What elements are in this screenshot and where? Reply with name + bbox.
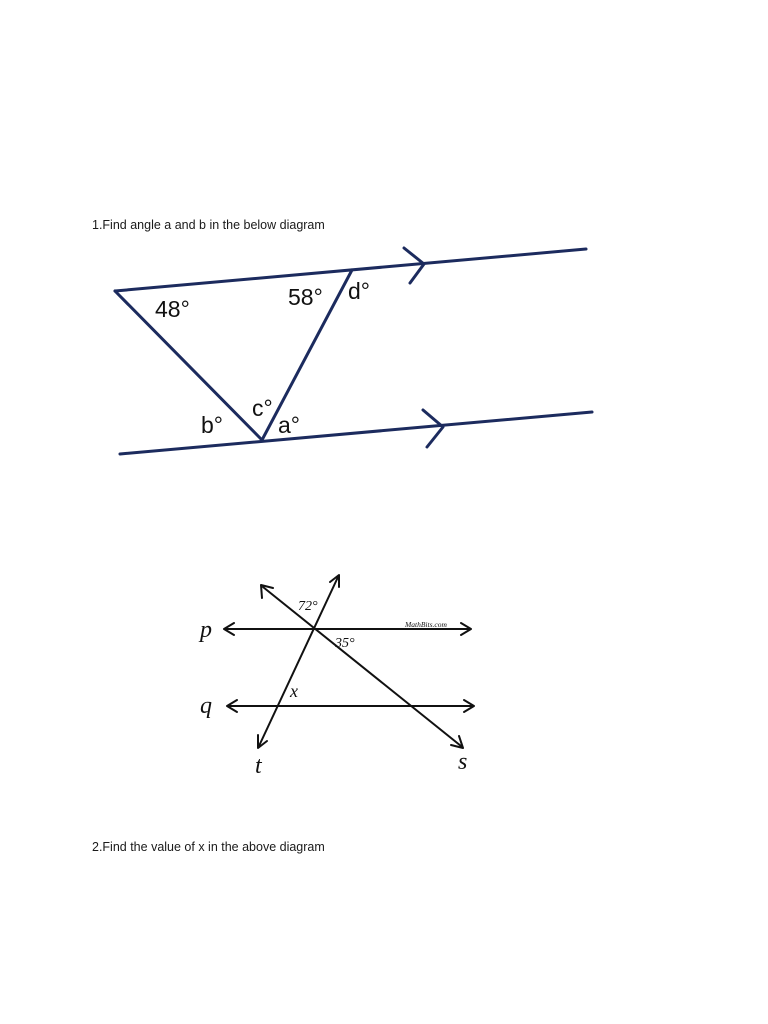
angle-b-label: b° <box>201 412 223 438</box>
mathbits-watermark: MathBits.com <box>405 620 447 629</box>
question-2-text: 2.Find the value of x in the above diagram <box>92 840 325 854</box>
line-s-label: s <box>458 749 468 775</box>
angle-c-label: c° <box>252 395 273 421</box>
line-s <box>263 587 461 746</box>
angle-35-label: 35° <box>335 636 355 651</box>
angle-a-label: a° <box>278 412 300 438</box>
angle-x-label: x <box>290 681 298 701</box>
lower-parallel-line <box>120 412 592 454</box>
angle-d-label: d° <box>348 278 370 304</box>
question-1-text: 1.Find angle a and b in the below diagram <box>92 218 325 232</box>
line-q-label: q <box>200 693 212 719</box>
line-p-label: p <box>200 617 212 643</box>
angle-58-label: 58° <box>288 284 323 310</box>
diagram-2-transversals <box>198 575 474 779</box>
lower-parallel-arrow-marker <box>423 410 443 447</box>
line-t-label: t <box>255 753 262 779</box>
angle-72-label: 72° <box>298 599 318 614</box>
angle-48-label: 48° <box>155 296 190 322</box>
